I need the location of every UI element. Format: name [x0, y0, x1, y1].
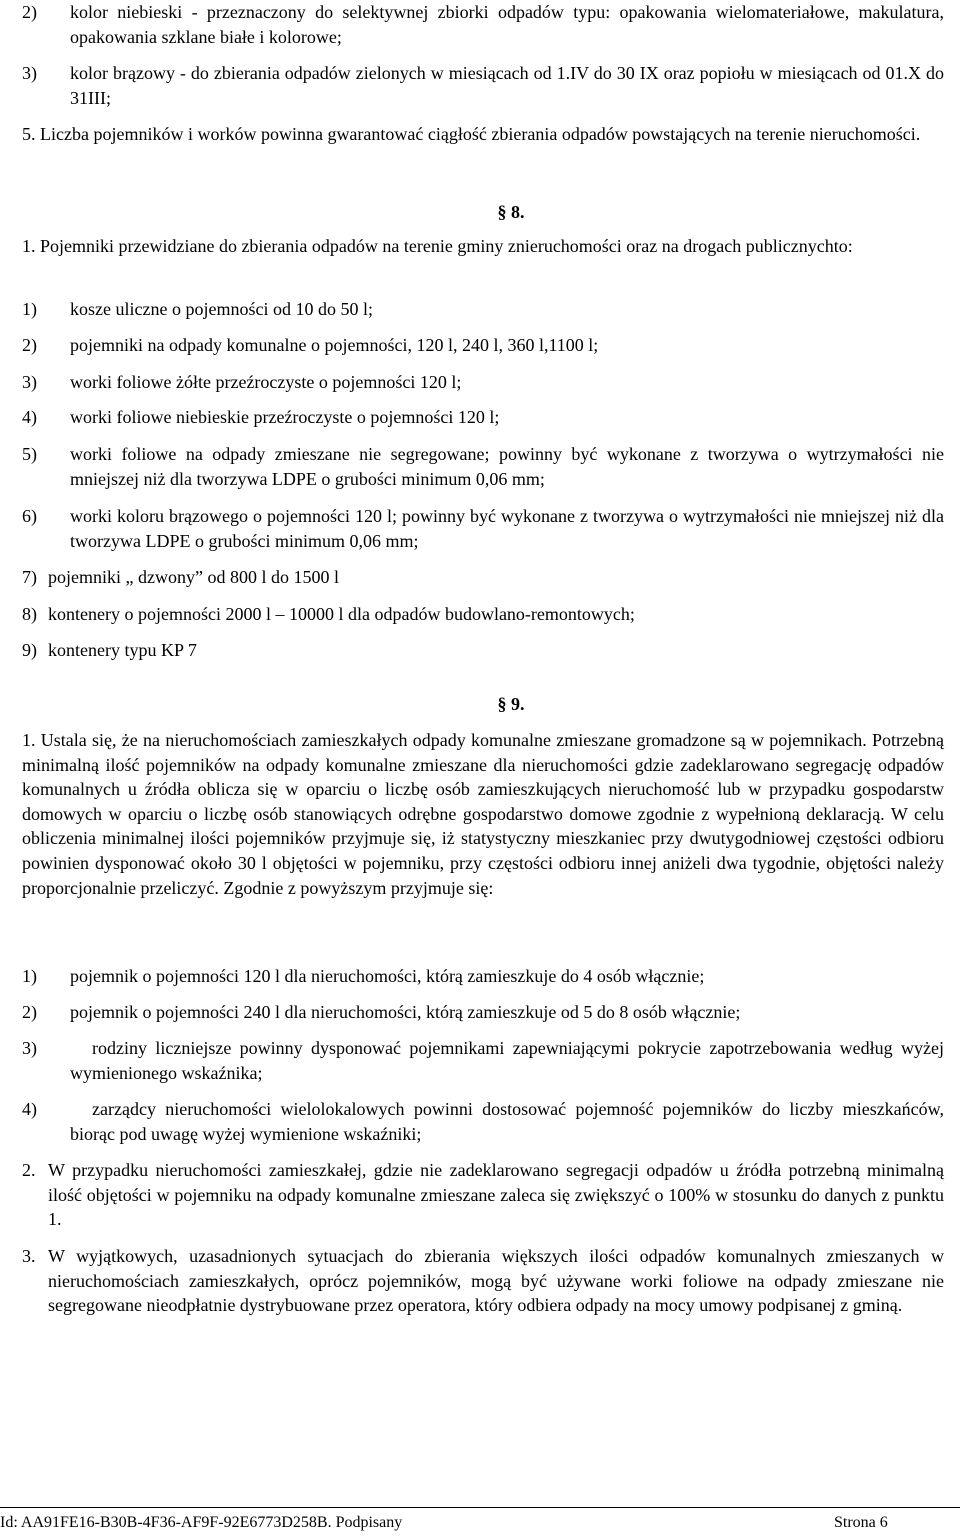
- paragraph: [22, 1244, 944, 1318]
- list-item: [22, 0, 944, 49]
- list-text: pojemniki „ dzwony” od 800 l do 1500 l: [48, 567, 339, 587]
- list-number: 4): [22, 407, 37, 427]
- paragraph-number: 1.: [22, 236, 36, 256]
- list-number: 3): [22, 372, 37, 392]
- list-number: 2): [22, 335, 37, 355]
- list-text: kosze uliczne o pojemności od 10 do 50 l;: [70, 299, 373, 319]
- list-number: 3): [22, 63, 37, 83]
- paragraph-text: [22, 122, 944, 147]
- list-number: 8): [22, 604, 37, 624]
- paragraph-text: [22, 234, 944, 259]
- list-item: [22, 442, 944, 491]
- list-item: [22, 297, 944, 322]
- list-item: [22, 1000, 944, 1025]
- list-text: worki koloru brązowego o pojemności 120 l; powinny być wykonane z tworzywa o wytrzymałości nie mniejszej niż dla tworzywa LDPE o grubości minimum 0,06 mm;: [70, 506, 944, 551]
- list-number: 6): [22, 506, 37, 526]
- list-item: [22, 61, 944, 110]
- list-item: [22, 638, 944, 663]
- page-number: Strona 6: [834, 1514, 888, 1531]
- paragraph-number: 5.: [22, 124, 36, 144]
- list-number: 1): [22, 966, 37, 986]
- list-text: rodziny liczniejsze powinny dysponować pojemnikami zapewniającymi pokrycie zapotrzebowania według wyżej wymienionego wskaźnika;: [70, 1038, 944, 1083]
- list-item: [22, 504, 944, 553]
- list-text: pojemnik o pojemności 240 l dla nieruchomości, którą zamieszkuje od 5 do 8 osób włącznie;: [70, 1002, 741, 1022]
- list-text: kolor niebieski - przeznaczony do selektywnej zbiorki odpadów typu: opakowania wielomateriałowe, makulatura, opakowania szklane białe i kolorowe;: [70, 2, 944, 47]
- footer-divider: [0, 1507, 960, 1508]
- list-number: 5): [22, 444, 37, 464]
- list-number: 2): [22, 1002, 37, 1022]
- paragraph: [22, 122, 944, 147]
- list-text: kontenery typu KP 7: [48, 640, 197, 660]
- section-heading: § 8.: [497, 202, 525, 222]
- list-text: worki foliowe niebieskie przeźroczyste o pojemności 120 l;: [70, 407, 500, 427]
- list-item: [22, 565, 944, 590]
- paragraph-number: 1.: [22, 730, 36, 750]
- paragraph-body: W wyjątkowych, uzasadnionych sytuacjach do zbierania większych ilości odpadów komunalnych zmieszanych w nieruchomościach zamieszkałych, oprócz pojemników, mogą być używane worki foliowe na odpady zmieszane nie segregowane nieodpłatnie dystrybuowane przez operatora, który odbiera odpady na mocy umowy podpisanej z gminą.: [48, 1246, 944, 1315]
- list-text: kolor brązowy - do zbierania odpadów zielonych w miesiącach od 1.IV do 30 IX oraz popiołu w miesiącach od 01.X do 31III;: [70, 63, 944, 108]
- list-text: kontenery o pojemności 2000 l – 10000 l dla odpadów budowlano-remontowych;: [48, 604, 635, 624]
- paragraph-body: W przypadku nieruchomości zamieszkałej, gdzie nie zadeklarowano segregacji odpadów u źródła potrzebną minimalną ilość objętości w pojemniku na odpady komunalne zmieszane zaleca się zwiększyć o 100% w stosunku do danych z punktu 1.: [48, 1160, 944, 1229]
- list-item: [22, 602, 944, 627]
- list-text: worki foliowe żółte przeźroczyste o pojemności 120 l;: [70, 372, 462, 392]
- list-item: [22, 370, 944, 395]
- list-text: pojemnik o pojemności 120 l dla nieruchomości, którą zamieszkuje do 4 osób włącznie;: [70, 966, 705, 986]
- section-heading: § 9.: [497, 694, 525, 714]
- list-number: 2): [22, 2, 37, 22]
- paragraph-body: Ustala się, że na nieruchomościach zamieszkałych odpady komunalne zmieszane gromadzone są w pojemnikach. Potrzebną minimalną ilość pojemników na odpady komunalne zmieszane dla nieruchomości gdzie zadeklarowano segregację odpadów komunalnych u źródła oblicza się w oparciu o liczbę osób zamieszkujących nieruchomość lub w przypadku gospodarstw domowych w oparciu o liczbę osób stanowiących odrębne gospodarstwo domowe zgodnie z wypełnioną deklaracją. W celu obliczenia minimalnej ilości pojemników przyjmuje się, iż statystyczny mieszkaniec przy dwutygodniowej częstości odbioru powinien dysponować około 30 l objętości w pojemniku, przy częstości odbioru innej aniżeli dwa tygodnie, objętości należy proporcjonalnie przeliczyć. Zgodnie z powyższym przyjmuje się:: [22, 730, 944, 898]
- list-item: [22, 1036, 944, 1085]
- list-item: [22, 405, 944, 430]
- list-item: [22, 1097, 944, 1146]
- list-item: [22, 333, 944, 358]
- document-id: Id: AA91FE16-B30B-4F36-AF9F-92E6773D258B. Podpisany: [0, 1514, 403, 1531]
- list-text: worki foliowe na odpady zmieszane nie segregowane; powinny być wykonane z tworzywa o wytrzymałości nie mniejszej niż dla tworzywa LDPE o grubości minimum 0,06 mm;: [70, 444, 944, 489]
- list-number: 1): [22, 299, 37, 319]
- list-number: 3): [22, 1038, 37, 1058]
- paragraph: [22, 1158, 944, 1232]
- paragraph-number: 3.: [22, 1246, 36, 1266]
- paragraph-text: [22, 728, 944, 900]
- list-item: [22, 964, 944, 989]
- list-number: 4): [22, 1099, 37, 1119]
- list-text: pojemniki na odpady komunalne o pojemności, 120 l, 240 l, 360 l,1100 l;: [70, 335, 599, 355]
- paragraph-body: Liczba pojemników i worków powinna gwarantować ciągłość zbierania odpadów powstających na terenie nieruchomości.: [40, 124, 921, 144]
- list-number: 7): [22, 567, 37, 587]
- paragraph-number: 2.: [22, 1160, 36, 1180]
- list-number: 9): [22, 640, 37, 660]
- list-text: zarządcy nieruchomości wielolokalowych powinni dostosować pojemność pojemników do liczby mieszkańców, biorąc pod uwagę wyżej wymienione wskaźniki;: [70, 1099, 944, 1144]
- paragraph-body: Pojemniki przewidziane do zbierania odpadów na terenie gminy znieruchomości oraz na drogach publicznychto:: [40, 236, 853, 256]
